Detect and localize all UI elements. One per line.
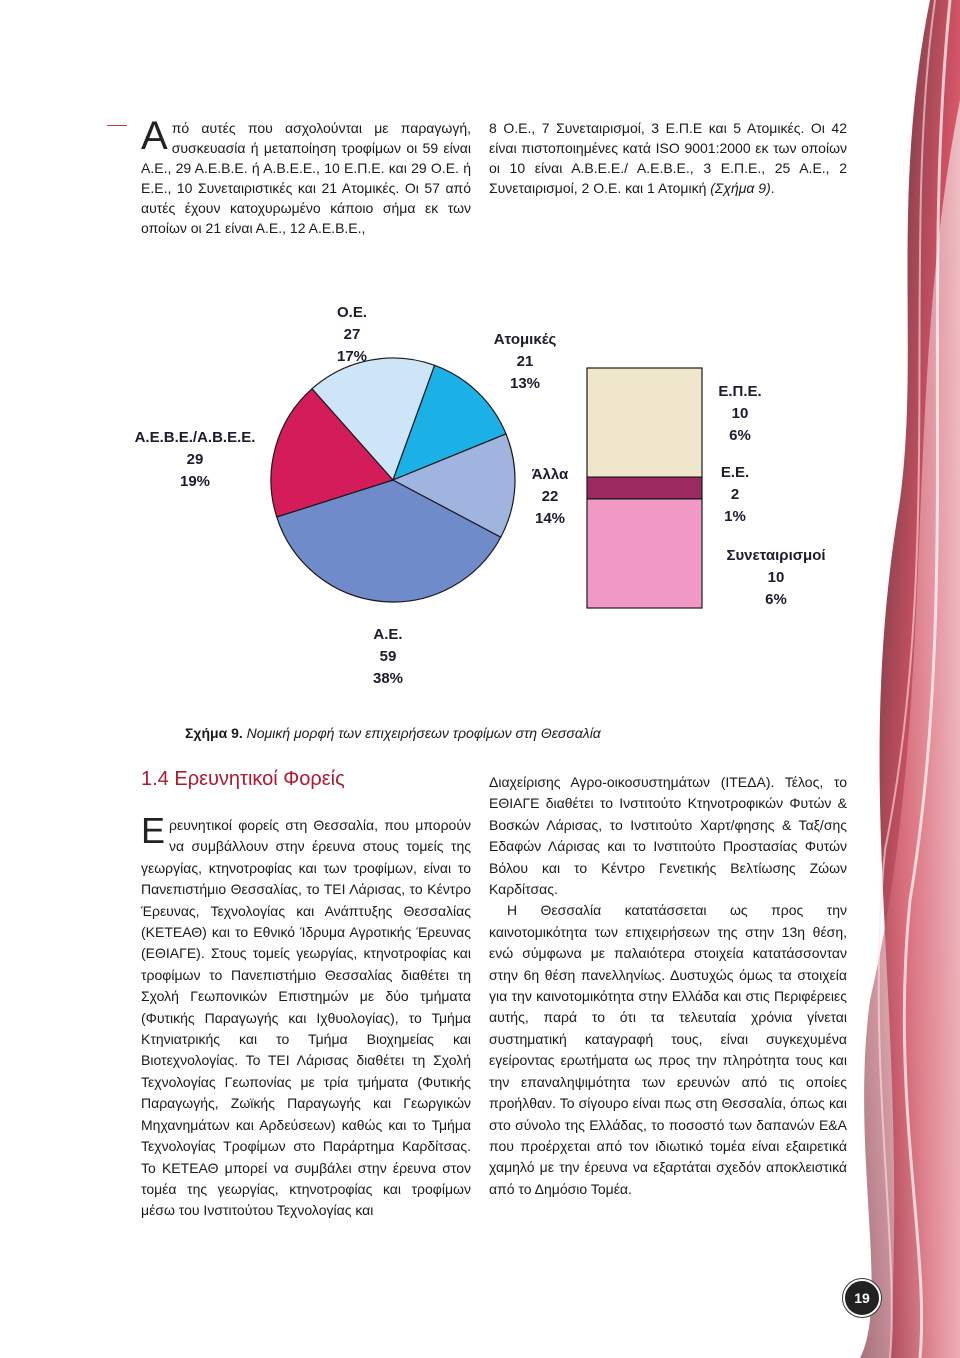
label-epe [695, 381, 785, 447]
drop-cap: Α [141, 114, 168, 158]
section-left-column [141, 810, 471, 1222]
label-ee-percent: 1% [724, 508, 746, 525]
label-epe-value: 10 [731, 405, 749, 422]
label-aebe-name: Α.Ε.Β.Ε./Α.Β.Ε.Ε. [134, 429, 256, 446]
label-ae-percent: 38% [372, 670, 404, 687]
label-atomikes-name: Ατομικές [493, 331, 557, 348]
section-left-text: ρευνητικοί φορείς στη Θεσσαλία, που μπορούν να συμβάλλουν στην έρευνα στους τομείς της γεωργίας, κτηνοτροφίας και των τροφίμων, είναι το Πανεπιστήμιο Θεσσαλίας, το ΤΕΙ Λάρισας, το Κέντρο Έρευνας, Τεχνολογίας και Ανάπτυξης Θεσσαλίας (ΚΕΤΕΑΘ) και το Εθνικό Ίδρυμα Αγροτικής Έρευνας (ΕΘΙΑΓΕ). Στους τομείς γεωργίας, κτηνοτροφίας και τροφίμων το Πανεπιστήμιο Θεσσαλίας διαθέτει τη Σχολή Γεωπονικών Επιστημών με δύο τμήματα (Φυτικής Παραγωγής και Ιχθυολογίας), το Τμήμα Κτηνιατρικής και το Τμήμα Βιοχημείας και Βιοτεχνολογίας. Το ΤΕΙ Λάρισας διαθέτει τη Σχολή Τεχνολογίας Γεωπονίας με τρία τμήματα (Φυτικής Παραγωγής, Ζωϊκής Παραγωγής και Γεωργικών Μηχανημάτων και Αρδεύσεων) καθώς και το Τμήμα Τεχνολογίας Τροφίμων στο Παράρτημα Καρδίτσας. Το ΚΕΤΕΑΘ μπορεί να συμβάλει στην έρευνα στον τομέα της γεωργίας, κτηνοτροφίας και τροφίμων μέσω του Ινστιτούτου Τεχνολογίας και [141, 817, 471, 1219]
page-number: 19 [843, 1279, 881, 1317]
label-alla-percent: 14% [534, 510, 566, 527]
label-ae [338, 624, 438, 690]
label-synetairismoi-value: 10 [767, 569, 785, 586]
label-synetairismoi-name: Συνεταιρισμοί [726, 547, 826, 564]
figure-reference: (Σχήμα 9) [710, 180, 771, 196]
section-right-paragraph-1: Διαχείρισης Αγρο-οικοσυστημάτων (ΙΤΕΔΑ). Τέλος, το ΕΘΙΑΓΕ διαθέτει το Ινστιτούτο Κτηνοτροφικών Φυτών & Βοσκών Λάρισας, το Ινστιτούτο Χαρτ/φησης & Ταξ/σης Εδαφών Λάρισας και το Ινστιτούτο Προστασίας Φυτών Βόλου και το Κέντρο Γενετικής Βελτίωσης Ζώων Καρδίτσας. [489, 774, 847, 898]
label-alla [505, 464, 595, 530]
label-ee-value: 2 [730, 486, 740, 503]
label-epe-name: Ε.Π.Ε. [718, 383, 762, 400]
intro-right-end: . [770, 180, 775, 196]
label-oe [307, 302, 397, 368]
label-atomikes-percent: 13% [509, 375, 541, 392]
intro-left-text: πό αυτές που ασχολούνται με παραγωγή, συσκευασία ή μεταποίηση τροφίμων οι 59 είναι Α.Ε., 29 Α.Ε.Β.Ε. ή Α.Β.Ε.Ε., 10 Ε.Π.Ε. και 29 Ο.Ε. ή Ε.Ε., 10 Συνεταιριστικές και 21 Ατομικές. Οι 57 από αυτές έχουν κατοχυρωμένο κάποιο σήμα εκ των οποίων οι 21 είναι Α.Ε., 12 Α.Ε.Β.Ε., [141, 120, 471, 236]
label-atomikes-value: 21 [516, 353, 534, 370]
caption-text: Νομική μορφή των επιχειρήσεων τροφίμων στη Θεσσαλία [246, 725, 601, 741]
label-synetairismoi [696, 545, 856, 611]
label-aebe-percent: 19% [179, 473, 211, 490]
label-atomikes [465, 329, 585, 395]
section-heading: 1.4 Ερευνητικοί Φορείς [141, 768, 345, 790]
breakdown-bar-segment-0 [587, 368, 702, 477]
section-right-column [489, 772, 847, 1200]
label-epe-percent: 6% [729, 427, 751, 444]
label-alla-value: 22 [541, 488, 559, 505]
label-ae-name: Α.Ε. [373, 626, 403, 643]
breakdown-bar-segment-2 [587, 499, 702, 608]
label-aebe-value: 29 [186, 451, 204, 468]
caption-label: Σχήμα 9. [185, 725, 243, 741]
breakdown-bar-segment-1 [587, 477, 702, 499]
label-ae-value: 59 [379, 648, 397, 665]
label-aebe [105, 427, 285, 493]
label-oe-value: 27 [343, 326, 361, 343]
label-ee [690, 462, 780, 528]
label-alla-name: Άλλα [531, 466, 569, 483]
figure-caption [185, 725, 601, 741]
label-synetairismoi-percent: 6% [765, 591, 787, 608]
section-right-paragraph-2: Η Θεσσαλία κατατάσσεται ως προς την καινοτομικότητα των επιχειρήσεων της στην 13η θέση, ενώ σύμφωνα με παλαιότερα στοιχεία κατατάσσονταν στην 6η θέση πανελληνίως. Δυστυχώς όμως τα στοιχεία για την καινοτομικότητα στην Ελλάδα και στις Περιφέρειες αυτής, παρά το ότι τα τελευταία χρόνια γίνεται συστηματική καταγραφή τους, είναι συγκεχυμένα εγείροντας ερωτήματα ως προς την πληρότητα τους και την επαναληψιμότητα των ερευνών από τις οποίες προήλθαν. Το σίγουρο είναι πως στη Θεσσαλία, όπως και στο σύνολο της Ελλάδας, το ποσοστό των δαπανών Ε&Α που προέρχεται από τον ιδιωτικό τομέα είναι εξαιρετικά χαμηλό με την έρευνα να εξαρτάται σχεδόν αποκλειστικά από το Δημόσιο Τομέα. [489, 902, 847, 1197]
label-oe-name: Ο.Ε. [336, 304, 367, 321]
label-ee-name: Ε.Ε. [720, 464, 750, 481]
section-drop-cap: Ε [141, 810, 166, 851]
intro-right-text: 8 Ο.Ε., 7 Συνεταιρισμοί, 3 Ε.Π.Ε και 5 Ατομικές. Οι 42 είναι πιστοποιημένες κατά ISO 9001:2000 εκ των οποίων οι 10 είναι Α.Β.Ε.Ε./ Α.Ε.Β.Ε., 3 Ε.Π.Ε., 25 Α.Ε., 2 Συνεταιρισμοί, 2 Ο.Ε. και 1 Ατομική [489, 120, 847, 196]
label-oe-percent: 17% [336, 348, 368, 365]
